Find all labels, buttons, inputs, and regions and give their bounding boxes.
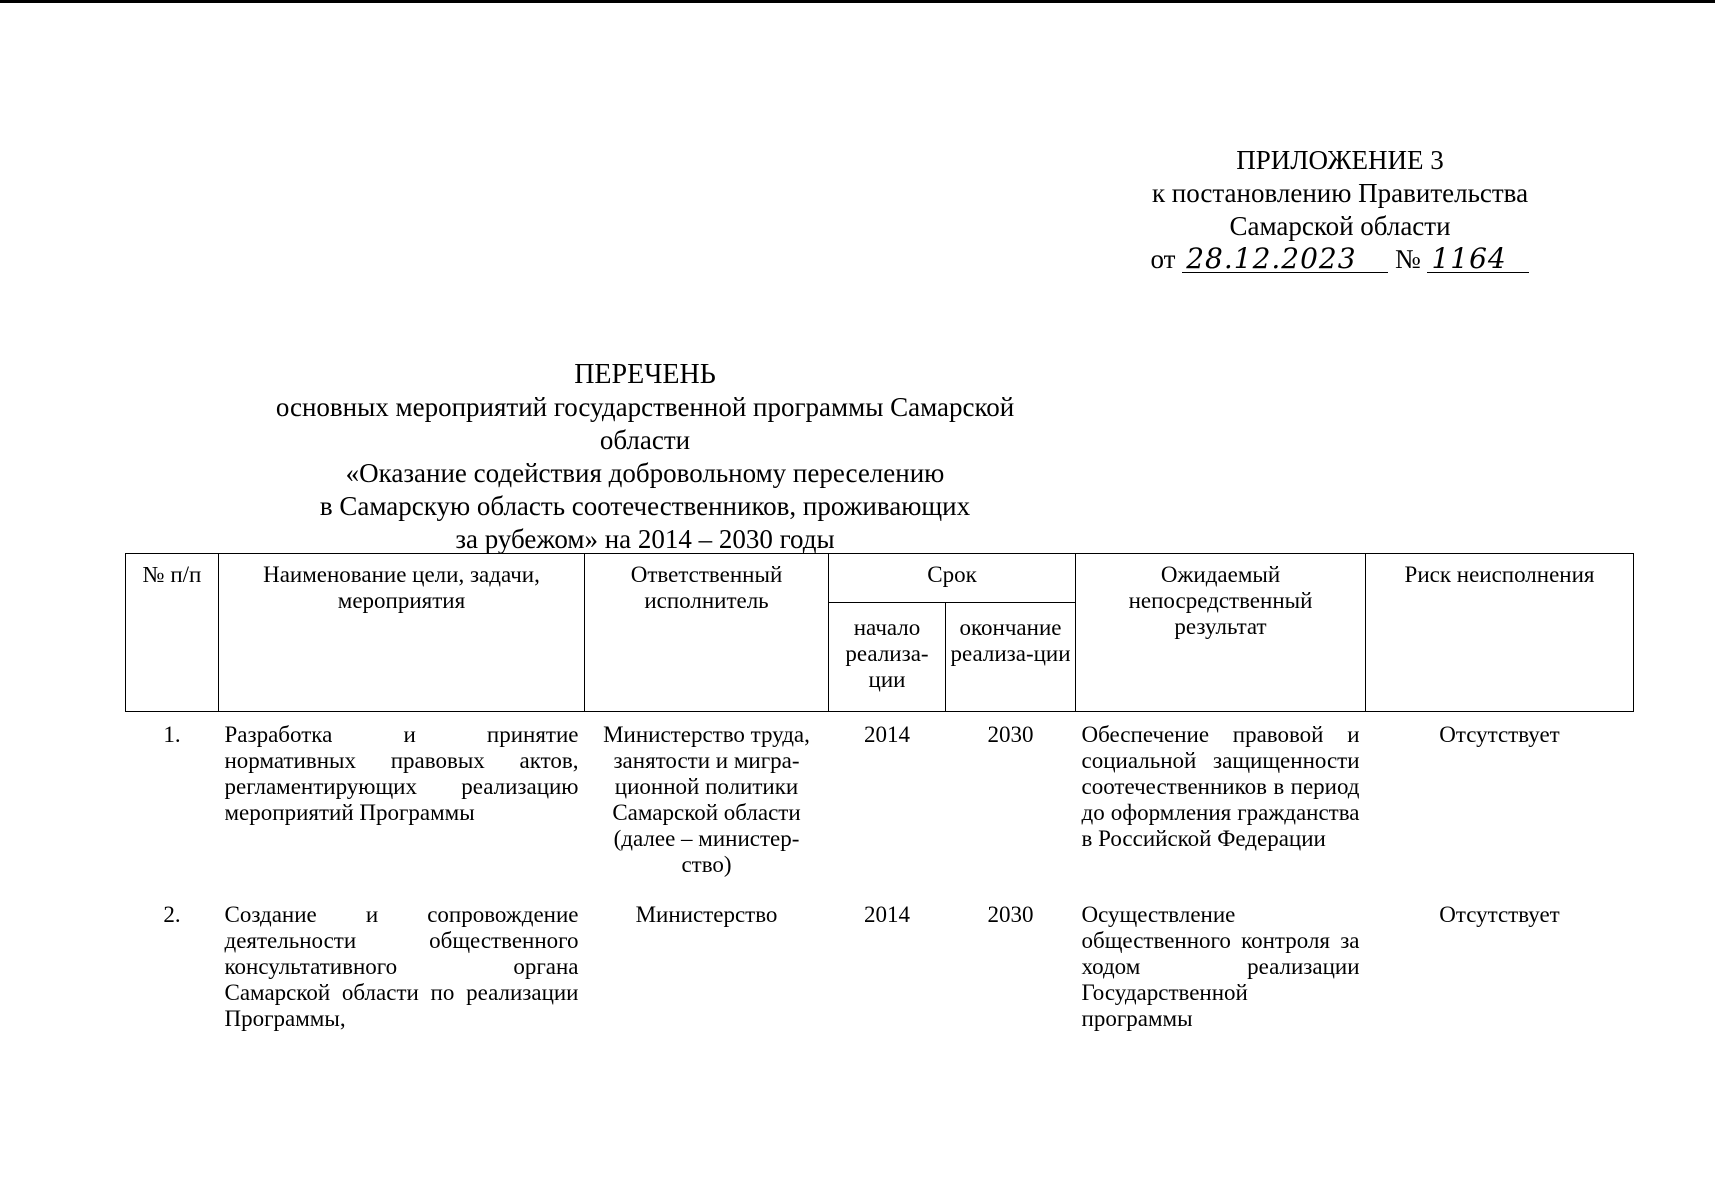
row-result: Осуществление общественного контроля за ходом реализации Государственной программы	[1081, 902, 1360, 1031]
appendix-title: ПРИЛОЖЕНИЕ 3	[1236, 145, 1444, 175]
appendix-region: Самарской области	[1229, 211, 1451, 241]
number-prefix: №	[1394, 244, 1421, 274]
row-name: Создание и сопровождение деятельности общественного консультативного органа Самарской области по реализации Программы,	[224, 902, 579, 1031]
row-number: 2.	[163, 902, 181, 927]
document-title	[275, 358, 1015, 556]
handwritten-number: 1164	[1427, 246, 1529, 273]
header-risk: Риск неисполнения	[1366, 554, 1634, 712]
title-line-4: в Самарскую область соотечественников, проживающих	[319, 491, 971, 521]
header-name: Наименование цели, задачи, мероприятия	[219, 554, 585, 712]
row-executor: Министерство труда, занятости и мигра-ционной политики Самарской области (далее – министер-ство)	[603, 722, 810, 877]
table-row	[126, 712, 1634, 879]
title-heading: ПЕРЕЧЕНЬ	[574, 359, 716, 390]
header-result: Ожидаемый непосредственный результат	[1076, 554, 1366, 712]
title-line-2: основных мероприятий государственной программы Самарской области	[275, 392, 1015, 455]
row-number: 1.	[163, 722, 181, 747]
row-name: Разработка и принятие нормативных правовых актов, регламентирующих реализацию мероприятий Программы	[224, 722, 579, 825]
title-line-3: «Оказание содействия добровольному переселению	[345, 458, 945, 488]
appendix-date-line	[1140, 243, 1540, 276]
header-end: окончание реализа-ции	[946, 603, 1076, 712]
header-start: начало реализа-ции	[829, 603, 946, 712]
appendix-header	[1140, 144, 1540, 276]
row-result: Обеспечение правовой и социальной защищенности соотечественников в период до оформления гражданства в Российской Федерации	[1081, 722, 1360, 851]
header-term: Срок	[829, 554, 1076, 603]
header-row-1	[126, 554, 1634, 603]
row-end-year: 2030	[987, 902, 1034, 927]
row-start-year: 2014	[864, 722, 910, 747]
row-risk: Отсутствует	[1439, 902, 1560, 927]
header-executor: Ответственный исполнитель	[585, 554, 829, 712]
measures-table	[125, 553, 1634, 1032]
date-prefix: от	[1150, 244, 1176, 274]
row-risk: Отсутствует	[1439, 722, 1560, 747]
header-num: № п/п	[126, 554, 219, 712]
title-line-5: за рубежом» на 2014 – 2030 годы	[455, 524, 835, 554]
top-border-line	[0, 0, 1715, 3]
appendix-subtitle: к постановлению Правительства	[1151, 178, 1529, 208]
row-start-year: 2014	[864, 902, 910, 927]
row-executor: Министерство	[635, 902, 778, 927]
handwritten-date: 28.12.2023	[1182, 246, 1388, 273]
table-row	[126, 878, 1634, 1032]
row-end-year: 2030	[987, 722, 1034, 747]
